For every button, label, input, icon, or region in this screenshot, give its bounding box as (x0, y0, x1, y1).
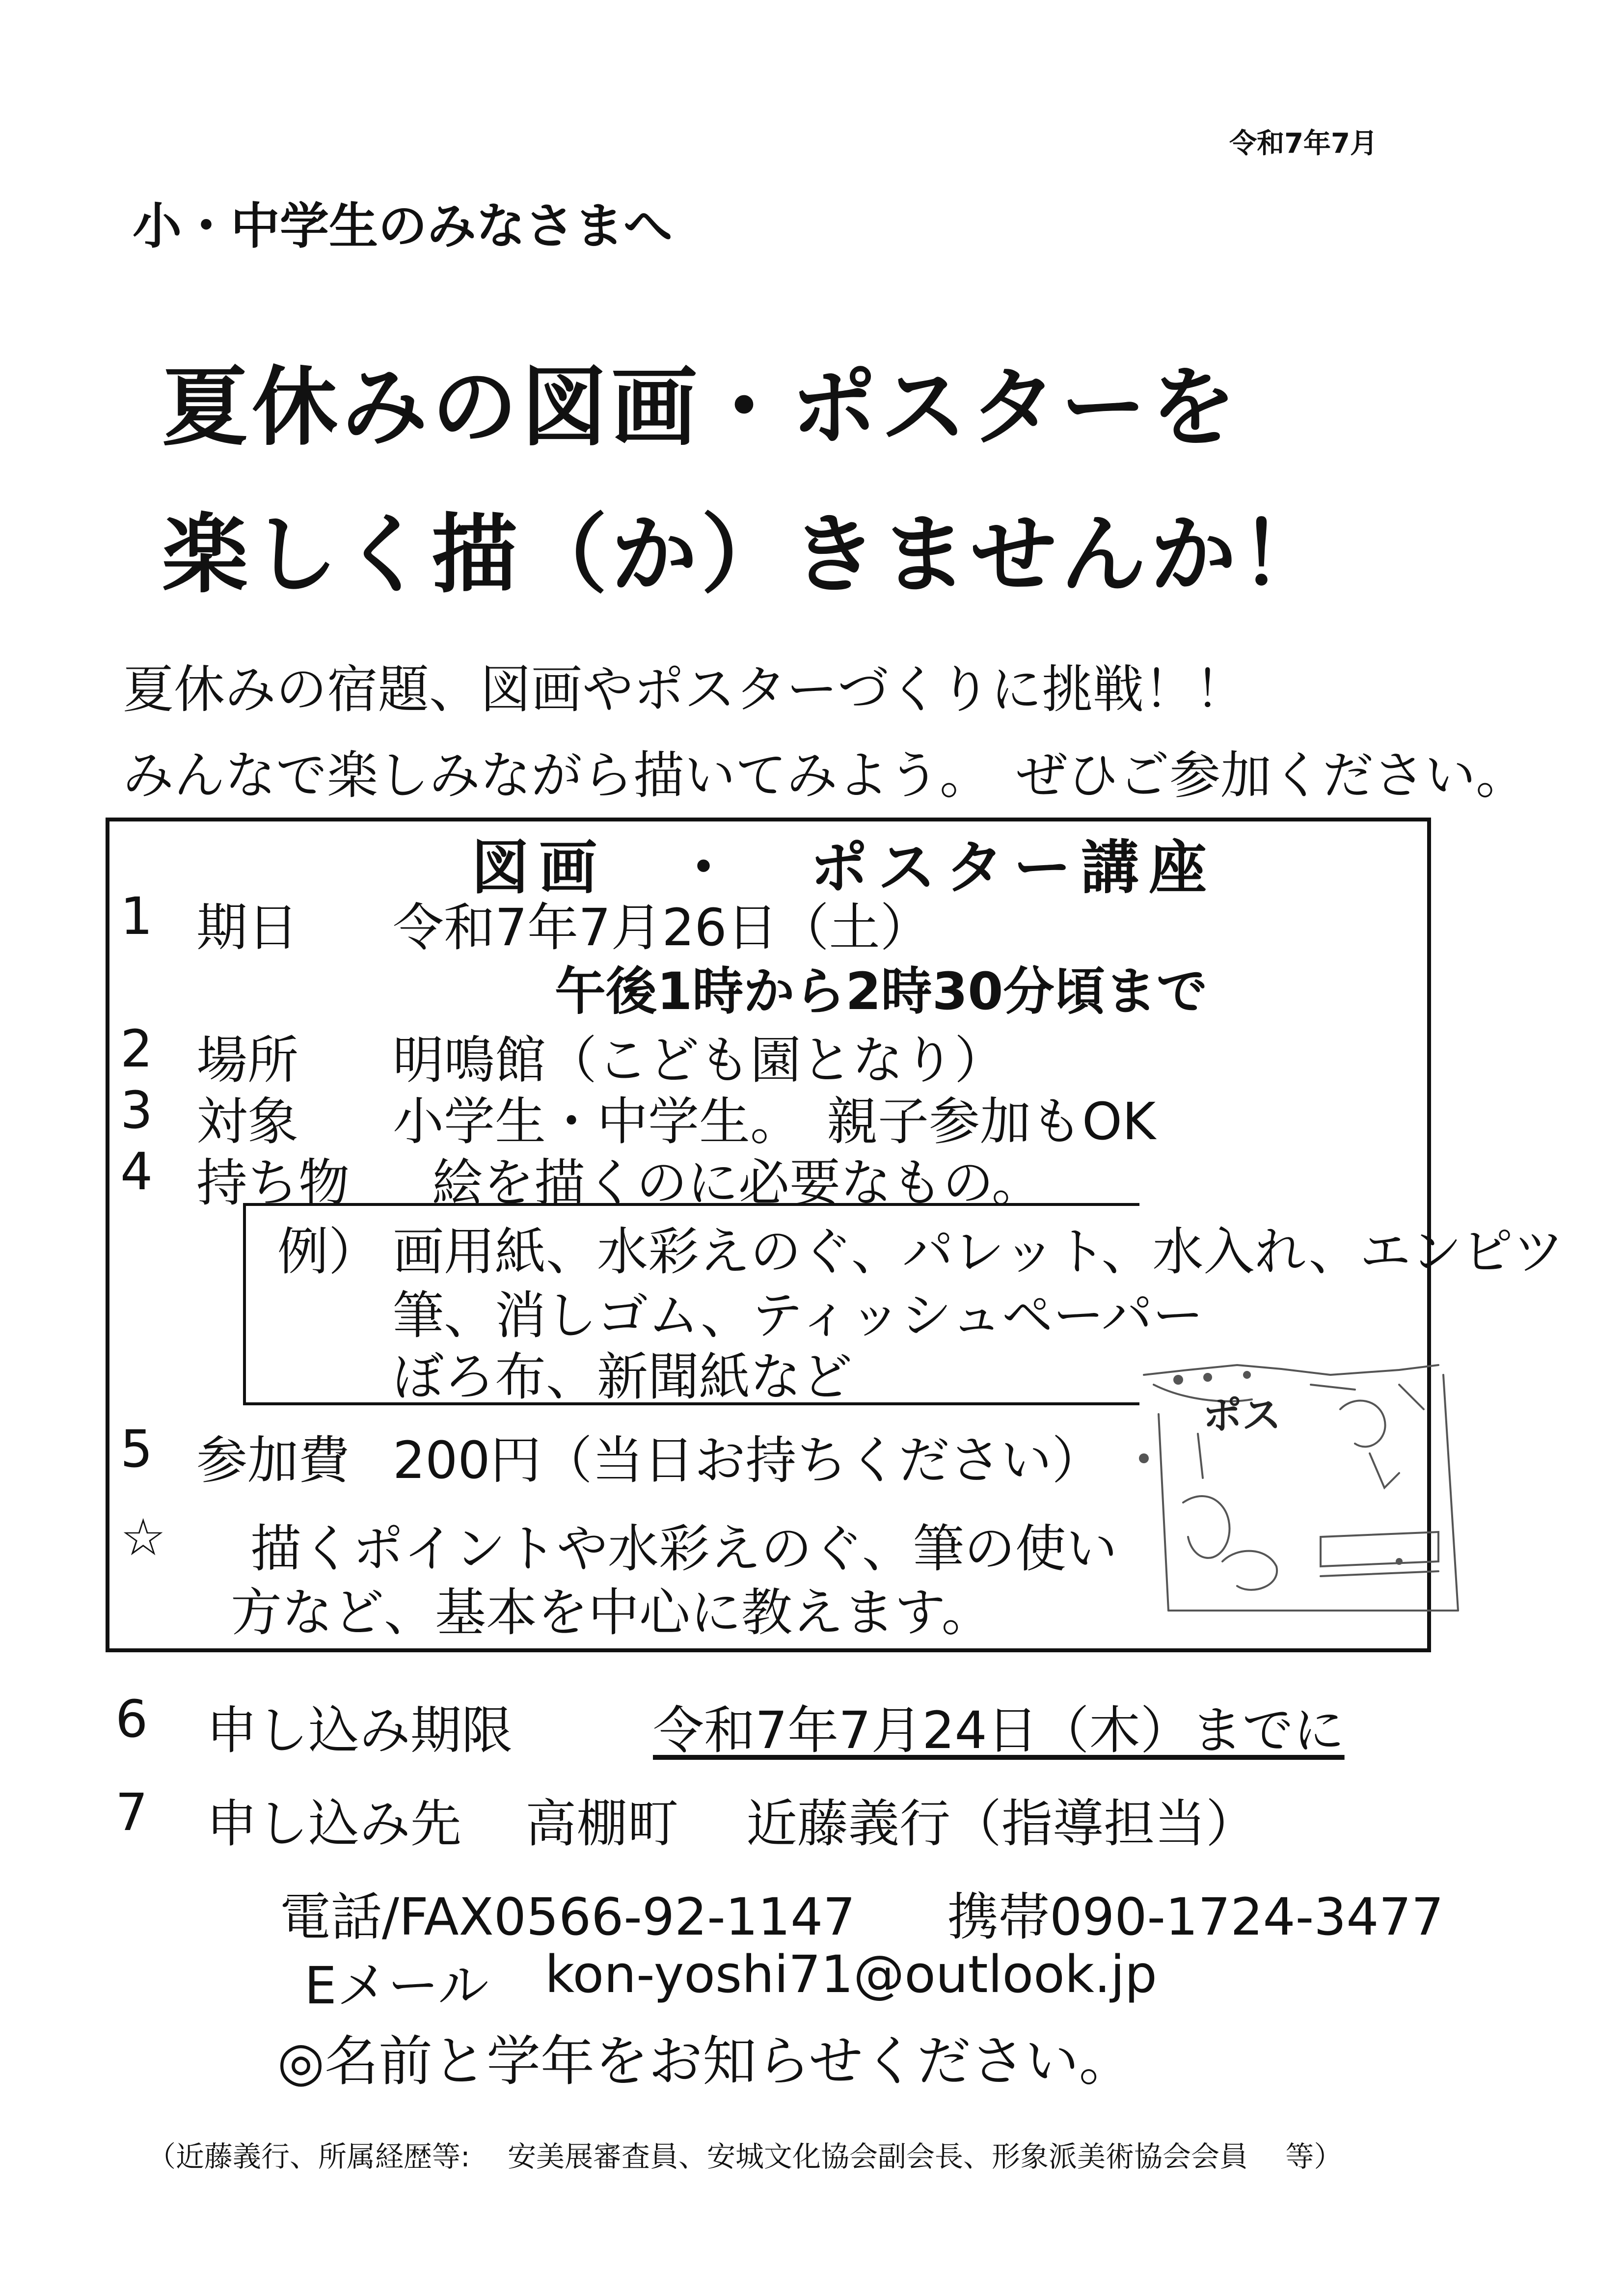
item-5-number: 5 (120, 1419, 153, 1479)
star-note-line-1: 描くポイントや水彩えのぐ、筆の使い (250, 1519, 1117, 1579)
item-7-number: 7 (115, 1782, 148, 1842)
email-label: Eメール (304, 1956, 489, 2016)
instructor-credentials: （近藤義行、所属経歴等: 安美展審査員、安城文化協会副会長、形象派美術協会会員 等） (147, 2140, 1343, 2173)
intro-line-1: 夏休みの宿題、図画やポスターづくりに挑戦！！ (123, 659, 1246, 719)
item-6-number: 6 (115, 1689, 148, 1749)
item-2-label: 場所 (196, 1030, 299, 1090)
phone-fax: 電話/FAX0566-92-1147 (280, 1887, 856, 1947)
item-3-value: 小学生・中学生。 親子参加もOK (393, 1092, 1156, 1151)
item-4-label: 持ち物 (196, 1153, 350, 1213)
item-1-time: 午後1時から2時30分頃まで (555, 961, 1208, 1021)
item-5-label: 参加費 (196, 1430, 350, 1490)
headline-line-1: 夏休みの図画・ポスターを (162, 358, 1240, 458)
examples-label: 例） (277, 1222, 380, 1282)
item-4-number: 4 (120, 1142, 153, 1202)
course-title: 図画 ・ ポスター講座 (471, 834, 1217, 902)
examples-line-2: 筆、消しゴム、ティッシュペーパー (393, 1285, 1204, 1345)
star-note-line-2: 方など、基本を中心に教えます。 (231, 1583, 993, 1642)
item-7-place: 高棚町 (525, 1794, 679, 1854)
item-2-value: 明鳴館（こども園となり） (393, 1030, 1006, 1090)
item-3-label: 対象 (196, 1092, 299, 1151)
item-1-value: 令和7年7月26日（土） (393, 898, 931, 957)
item-4-value: 絵を描くのに必要なもの。 (432, 1153, 1043, 1213)
item-5-value: 200円（当日お持ちください） (393, 1430, 1103, 1490)
sketch-text: ポス (1203, 1393, 1281, 1438)
item-6-label: 申し込み期限 (206, 1700, 513, 1760)
item-6-deadline: 令和7年7月24日（木）までに (653, 1700, 1345, 1760)
item-7-contact: 近藤義行（指導担当） (746, 1794, 1257, 1854)
item-1-number: 1 (120, 886, 153, 946)
item-2-number: 2 (120, 1019, 153, 1079)
examples-line-1: 画用紙、水彩えのぐ、パレット、水入れ、エンピツ (393, 1222, 1564, 1282)
email-address: kon-yoshi71@outlook.jp (545, 1944, 1157, 2004)
headline-line-2: 楽しく描（か）きませんか！ (162, 505, 1330, 605)
star-icon: ☆ (120, 1507, 166, 1567)
poster-sketch-illustration (1124, 1355, 1463, 1630)
application-notice: ◎名前と学年をお知らせください。 (277, 2030, 1133, 2093)
item-1-label: 期日 (196, 898, 299, 957)
intro-line-2: みんなで楽しみながら描いてみよう。 ぜひご参加ください。 (123, 745, 1527, 805)
mobile-phone: 携帯090-1724-3477 (947, 1887, 1444, 1947)
greeting: 小・中学生のみなさまへ (133, 197, 673, 255)
examples-line-3: ぼろ布、新聞紙など (393, 1347, 853, 1407)
item-7-label: 申し込み先 (206, 1794, 462, 1854)
issue-date: 令和7年7月 (1229, 128, 1378, 160)
item-3-number: 3 (120, 1080, 153, 1140)
